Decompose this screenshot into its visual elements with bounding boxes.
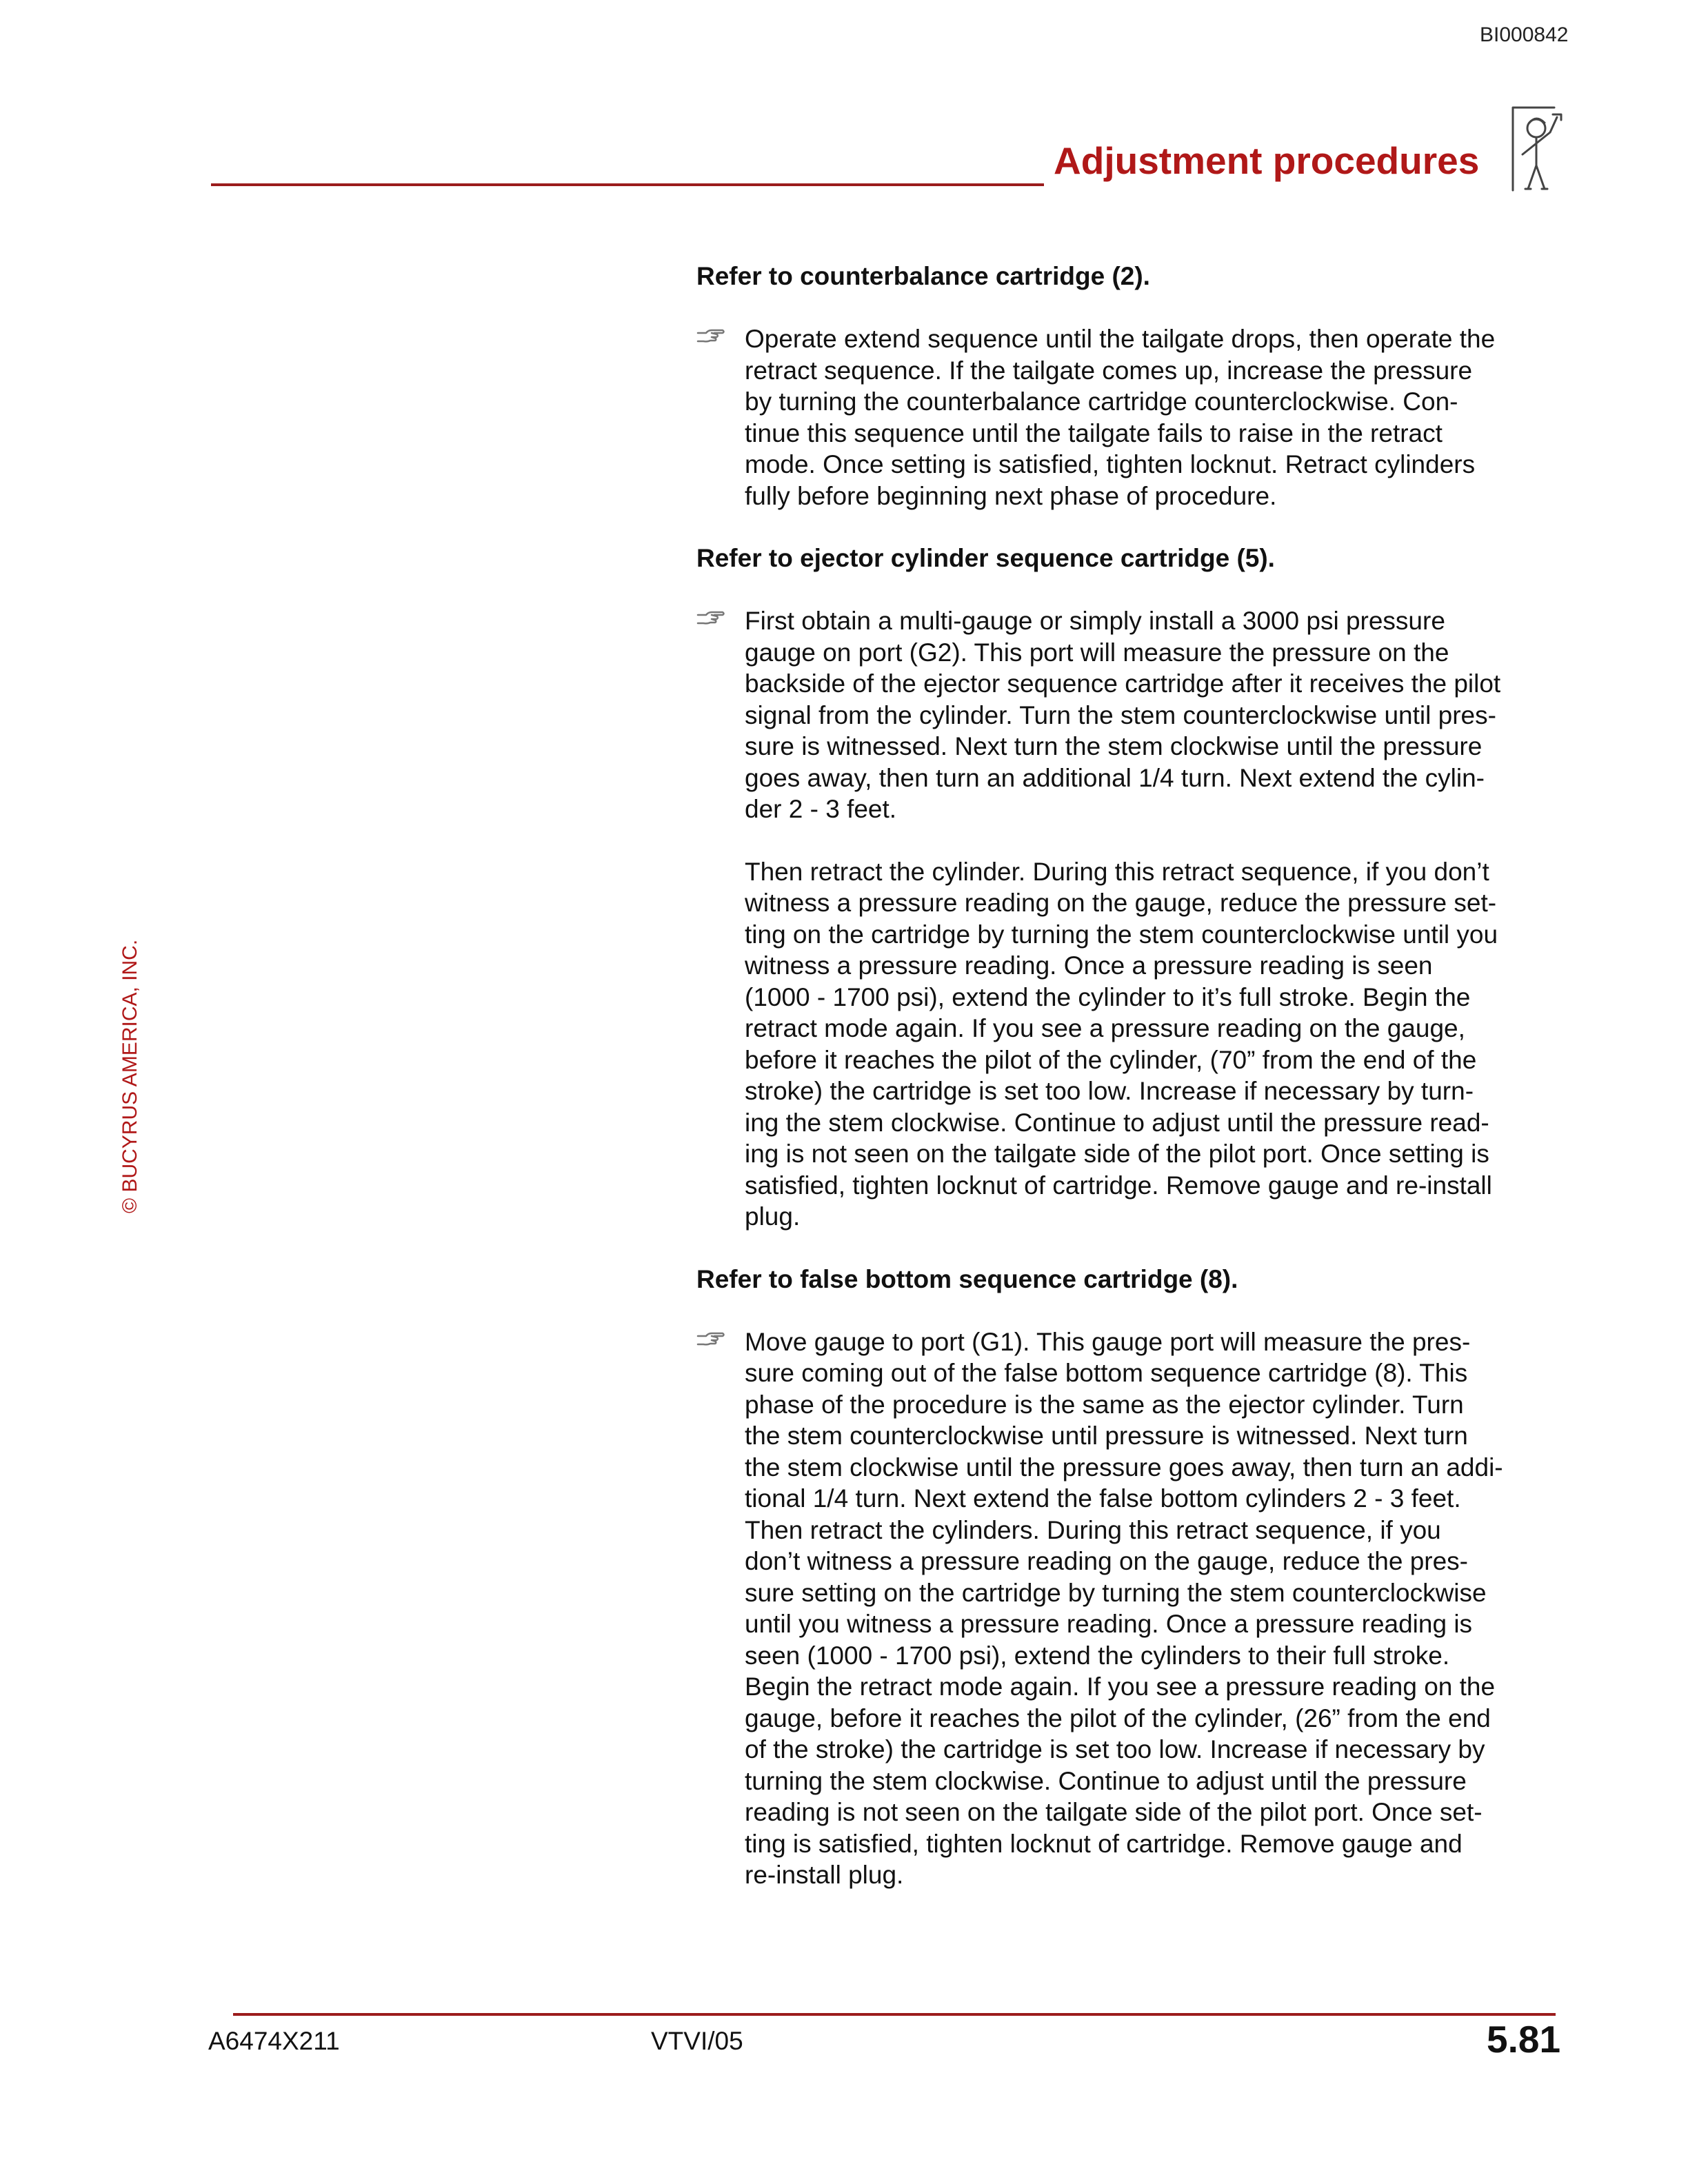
section-ejector <box>696 543 1565 1233</box>
procedure-content <box>696 261 1565 1922</box>
section-heading: Refer to ejector cylinder sequence cartridge (5). <box>696 544 1275 572</box>
footer-rule <box>233 2013 1556 2016</box>
paragraph: First obtain a multi-gauge or simply install a 3000 psi pressure gauge on port (G2). This port will measure the pressure on the backside of the ejector sequence cartridge after it receives the pilot signal from the cylinder. Turn the stem counterclockwise until pres- sure is witnessed. Next turn the stem clockwise until the pressure goes away, then turn an additional 1/4 turn. Next extend the cylin- der 2 - 3 feet. <box>745 607 1501 823</box>
pointing-hand-icon <box>696 608 725 626</box>
list-item <box>696 605 1565 1233</box>
part-number: A6474X211 <box>208 2027 340 2055</box>
section-counterbalance <box>696 261 1565 512</box>
paragraph: Move gauge to port (G1). This gauge port will measure the pres- sure coming out of the false bottom sequence cartridge (8). This phase of the procedure is the same as the ejector cylinder. Turn the stem counterclockwise until pressure is witnessed. Next turn the stem clockwise until the pressure goes away, then turn an addi- tional 1/4 turn. Next extend the false bottom cylinders 2 - 3 feet. Then retract the cylinders. During this retract sequence, if you don’t witness a pressure reading on the gauge, reduce the pres- sure setting on the cartridge by turning the stem counterclockwise until you witness a pressure reading. Once a pressure reading is seen (1000 - 1700 psi), extend the cylinders to their full stroke. Begin the retract mode again. If you see a pressure reading on the gauge, before it reaches the pilot of the cylinder, (26” from the end of the stroke) the cartridge is set too low. Increase if necessary by turning the stem clockwise. Continue to adjust until the pressure reading is not seen on the tailgate side of the pilot port. Once set- ting is satisfied, tighten locknut of cartridge. Remove gauge and re-install plug. <box>745 1327 1503 1889</box>
revision-code: VTVI/05 <box>651 2027 743 2055</box>
list-item <box>696 323 1565 512</box>
header-rule <box>211 183 1044 186</box>
section-heading: Refer to counterbalance cartridge (2). <box>696 262 1150 290</box>
section-heading: Refer to false bottom sequence cartridge (8). <box>696 1264 1238 1293</box>
section-false-bottom <box>696 1264 1565 1891</box>
mechanic-with-wrench-icon <box>1506 105 1569 196</box>
copyright-notice: © BUCYRUS AMERICA, INC. <box>119 939 141 1213</box>
paragraph: Operate extend sequence until the tailgate drops, then operate the retract sequence. If the tailgate comes up, increase the pressure by turning the counterbalance cartridge counterclockwise. Con- tinue this sequence until the tailgate fails to raise in the retract mode. Once setting is satisfied, tighten locknut. Retract cylinders fully before beginning next phase of procedure. <box>745 325 1496 510</box>
list-item <box>696 1326 1565 1891</box>
pointing-hand-icon <box>696 326 725 344</box>
page-title: Adjustment procedures <box>1054 139 1480 182</box>
paragraph: Then retract the cylinder. During this retract sequence, if you don’t witness a pressure reading on the gauge, reduce the pressure set- ting on the cartridge by turning the stem counterclockwise until you witness a pressure reading. Once a pressure reading is seen (1000 - 1700 psi), extend the cylinder to it’s full stroke. Begin the retract mode again. If you see a pressure reading on the gauge, before it reaches the pilot of the cylinder, (70” from the end of the stroke) the cartridge is set too low. Increase if necessary by turn- ing the stem clockwise. Continue to adjust until the pressure read- ing is not seen on the tailgate side of the pilot port. Once setting is satisfied, tighten locknut of cartridge. Remove gauge and re-install plug. <box>745 857 1498 1231</box>
page-number: 5.81 <box>1487 2018 1561 2061</box>
pointing-hand-icon <box>696 1329 725 1347</box>
document-id: BI000842 <box>1480 23 1569 46</box>
